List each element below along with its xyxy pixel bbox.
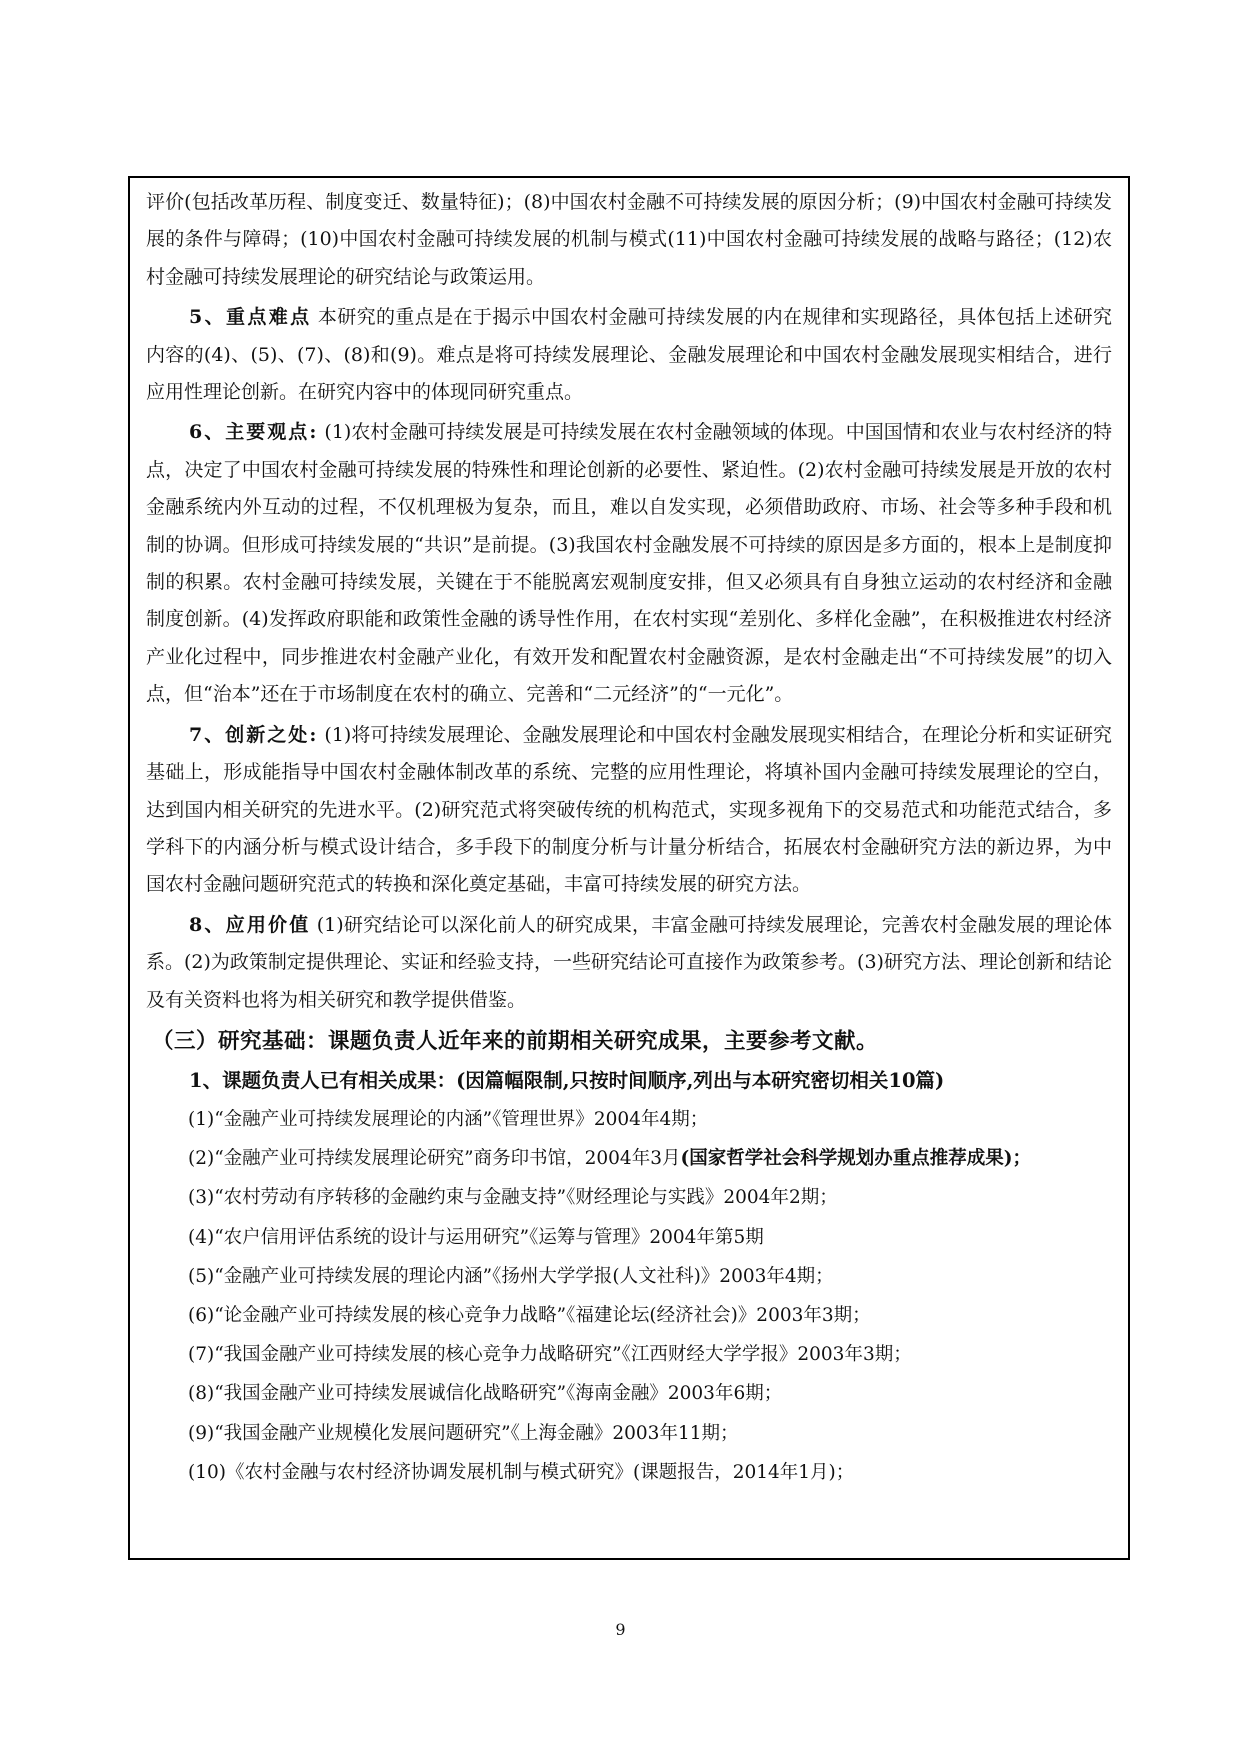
- reference-item: (7)“我国金融产业可持续发展的核心竞争力战略研究”《江西财经大学学报》2003年3期；: [188, 1344, 912, 1366]
- section-body: 本研究的重点是在于揭示中国农村金融可持续发展的内在规律和实现路径，具体包括上述研究内容的(4)、(5)、(7)、(8)和(9)。难点是将可持续发展理论、金融发展理论和中国农村金融发展现实相结合，进行应用性理论创新。在研究内容中的体现同研究重点。: [146, 306, 1112, 404]
- form-table-cell: [128, 176, 1130, 1560]
- research-basis-subtitle: 1、课题负责人已有相关成果：(因篇幅限制,只按时间顺序,列出与本研究密切相关10篇): [189, 1068, 945, 1092]
- section-main-views: [146, 414, 1112, 713]
- research-basis-title: （三）研究基础：课题负责人近年来的前期相关研究成果，主要参考文献。: [152, 1028, 879, 1054]
- reference-item: (5)“金融产业可持续发展的理论内涵”《扬州大学学报(人文社科)》2003年4期；: [188, 1265, 834, 1287]
- section-heading: 5、重点难点: [189, 306, 312, 329]
- reference-item: (3)“农村劳动有序转移的金融约束与金融支持”《财经理论与实践》2004年2期；: [188, 1187, 838, 1209]
- reference-item: (2)“金融产业可持续发展理论研究”商务印书馆，2004年3月(国家哲学社会科学规划办重点推荐成果)；: [188, 1148, 1031, 1170]
- section-heading: 7、创新之处:: [189, 723, 319, 746]
- section-innovations: [146, 717, 1112, 904]
- section-body: (1)研究结论可以深化前人的研究成果，丰富金融可持续发展理论，完善农村金融发展的理论体系。(2)为政策制定提供理论、实证和经验支持，一些研究结论可直接作为政策参考。(3)研究方法、理论创新和结论及有关资料也将为相关研究和教学提供借鉴。: [146, 913, 1112, 1011]
- continuation-paragraph: 评价(包括改革历程、制度变迁、数量特征)；(8)中国农村金融不可持续发展的原因分析；(9)中国农村金融可持续发展的条件与障碍；(10)中国农村金融可持续发展的机制与模式(11)中国农村金融可持续发展的战略与路径；(12)农村金融可持续发展理论的研究结论与政策运用。: [146, 191, 1112, 288]
- section-body: (1)将可持续发展理论、金融发展理论和中国农村金融发展现实相结合，在理论分析和实证研究基础上，形成能指导中国农村金融体制改革的系统、完整的应用性理论，将填补国内金融可持续发展理论的空白，达到国内相关研究的先进水平。(2)研究范式将突破传统的机构范式，实现多视角下的交易范式和功能范式结合，多学科下的内涵分析与模式设计结合，多手段下的制度分析与计量分析结合，拓展农村金融研究方法的新边界，为中国农村金融问题研究范式的转换和深化奠定基础，丰富可持续发展的研究方法。: [146, 723, 1112, 896]
- reference-item: (6)“论金融产业可持续发展的核心竞争力战略”《福建论坛(经济社会)》2003年3期；: [188, 1304, 871, 1326]
- section-heading: 8、应用价值: [189, 913, 311, 936]
- page-number: 9: [615, 1620, 626, 1639]
- cell-content: [146, 184, 1112, 1492]
- reference-item: (8)“我国金融产业可持续发展诚信化战略研究”《海南金融》2003年6期；: [188, 1383, 783, 1405]
- section-body: (1)农村金融可持续发展是可持续发展在农村金融领域的体现。中国国情和农业与农村经济的特点，决定了中国农村金融可持续发展的特殊性和理论创新的必要性、紧迫性。(2)农村金融可持续发展是开放的农村金融系统内外互动的过程，不仅机理极为复杂，而且，难以自发实现，必须借助政府、市场、社会等多种手段和机制的协调。但形成可持续发展的“共识”是前提。(3)我国农村金融发展不可持续的原因是多方面的，根本上是制度抑制的积累。农村金融可持续发展，关键在于不能脱离宏观制度安排，但又必须具有自身独立运动的农村经济和金融制度创新。(4)发挥政府职能和政策性金融的诱导性作用，在农村实现“差别化、多样化金融”，在积极推进农村经济产业化过程中，同步推进农村金融产业化，有效开发和配置农村金融资源，是农村金融走出“不可持续发展”的切入点，但“治本”还在于市场制度在农村的确立、完善和“二元经济”的“一元化”。: [146, 421, 1112, 706]
- reference-item: (10)《农村金融与农村经济协调发展机制与模式研究》(课题报告，2014年1月)；: [188, 1461, 855, 1483]
- section-key-points: [146, 299, 1112, 411]
- section-heading: 6、主要观点:: [189, 421, 319, 444]
- reference-note: (国家哲学社会科学规划办重点推荐成果)；: [680, 1148, 1031, 1170]
- reference-item: (9)“我国金融产业规模化发展问题研究”《上海金融》2003年11期；: [188, 1422, 739, 1444]
- section-application-value: [146, 907, 1112, 1019]
- reference-item: (4)“农户信用评估系统的设计与运用研究”《运筹与管理》2004年第5期: [188, 1226, 764, 1248]
- reference-item: (1)“金融产业可持续发展理论的内涵”《管理世界》2004年4期；: [188, 1108, 709, 1130]
